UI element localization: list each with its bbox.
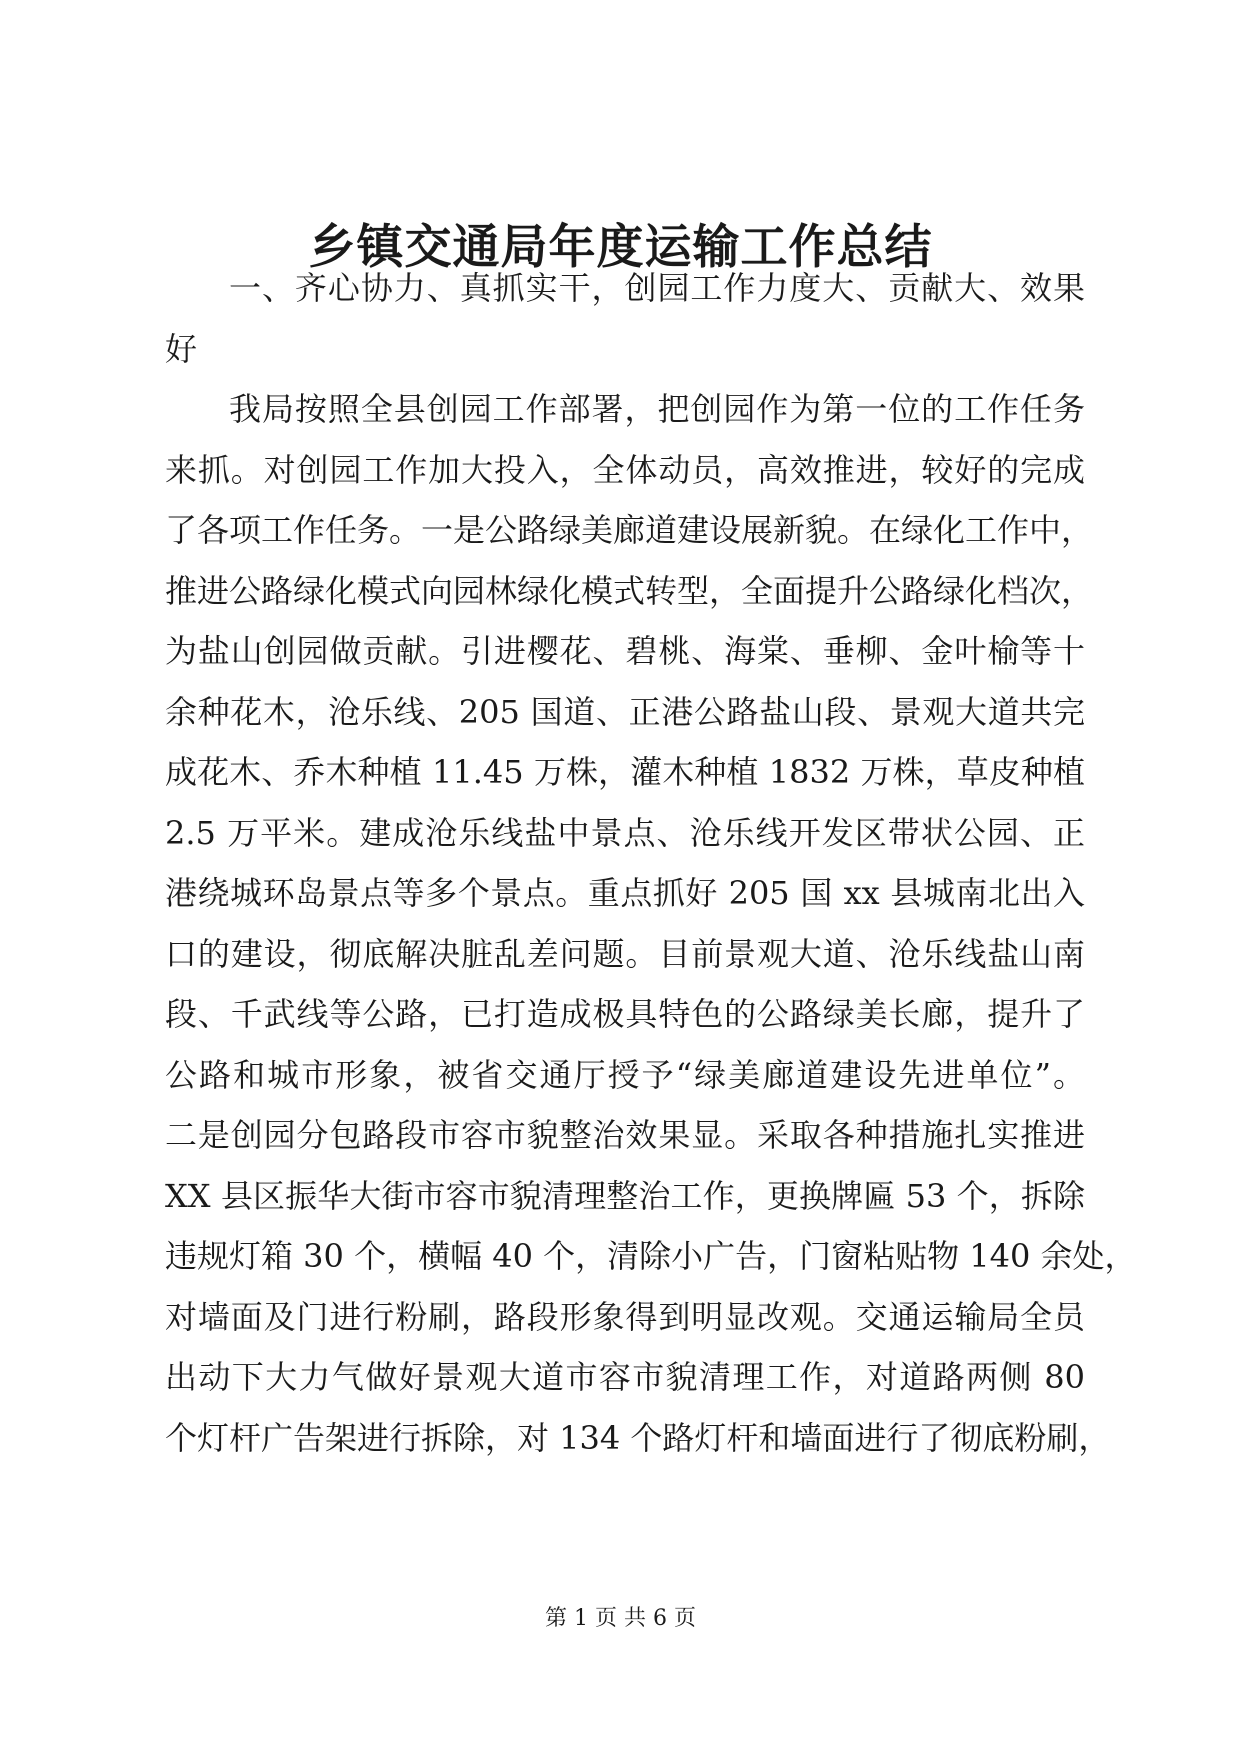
body-line: 出动下大力气做好景观大道市容市貌清理工作，对道路两侧 80 [165,1358,1085,1396]
body-line: 了各项工作任务。一是公路绿美廊道建设展新貌。在绿化工作中， [165,511,1094,549]
body-line: 二是创园分包路段市容市貌整治效果显。采取各种措施扎实推进 [165,1116,1085,1154]
page-footer: 第 1 页 共 6 页 [545,1606,696,1631]
body-line: XX 县区振华大街市容市貌清理整治工作，更换牌匾 53 个，拆除 [165,1176,1085,1215]
body-line: 违规灯箱 30 个，横幅 40 个，清除小广告，门窗粘贴物 140 余处， [165,1237,1137,1275]
document-body [165,258,1137,1468]
heading-line-2: 好 [165,329,198,368]
body-line: 个灯杆广告架进行拆除，对 134 个路灯杆和墙面进行了彻底粉刷， [165,1418,1111,1457]
heading-line-1: 一、齐心协力、真抓实干，创园工作力度大、贡献大、效果 [229,269,1085,307]
body-line: 对墙面及门进行粉刷，路段形象得到明显改观。交通运输局全员 [165,1297,1085,1336]
body-line: 来抓。对创园工作加大投入，全体动员，高效推进，较好的完成 [165,450,1085,489]
body-line: 公路和城市形象，被省交通厅授予“绿美廊道建设先进单位”。 [165,1055,1085,1094]
body-line: 推进公路绿化模式向园林绿化模式转型，全面提升公路绿化档次， [165,571,1094,610]
body-line: 我局按照全县创园工作部署，把创园作为第一位的工作任务 [229,390,1085,428]
body-line: 余种花木，沧乐线、205 国道、正港公路盐山段、景观大道共完 [165,692,1085,731]
body-line: 2.5 万平米。建成沧乐线盐中景点、沧乐线开发区带状公园、正 [165,813,1085,852]
body-line: 为盐山创园做贡献。引进樱花、碧桃、海棠、垂柳、金叶榆等十 [165,632,1085,670]
body-line: 成花木、乔木种植 11.45 万株，灌木种植 1832 万株，草皮种植 [165,753,1085,791]
body-line: 港绕城环岛景点等多个景点。重点抓好 205 国 xx 县城南北出入 [165,874,1085,912]
body-line: 段、千武线等公路，已打造成极具特色的公路绿美长廊，提升了 [165,995,1085,1033]
body-line: 口的建设，彻底解决脏乱差问题。目前景观大道、沧乐线盐山南 [165,934,1085,973]
document-title: 乡镇交通局年度运输工作总结 [308,220,933,275]
